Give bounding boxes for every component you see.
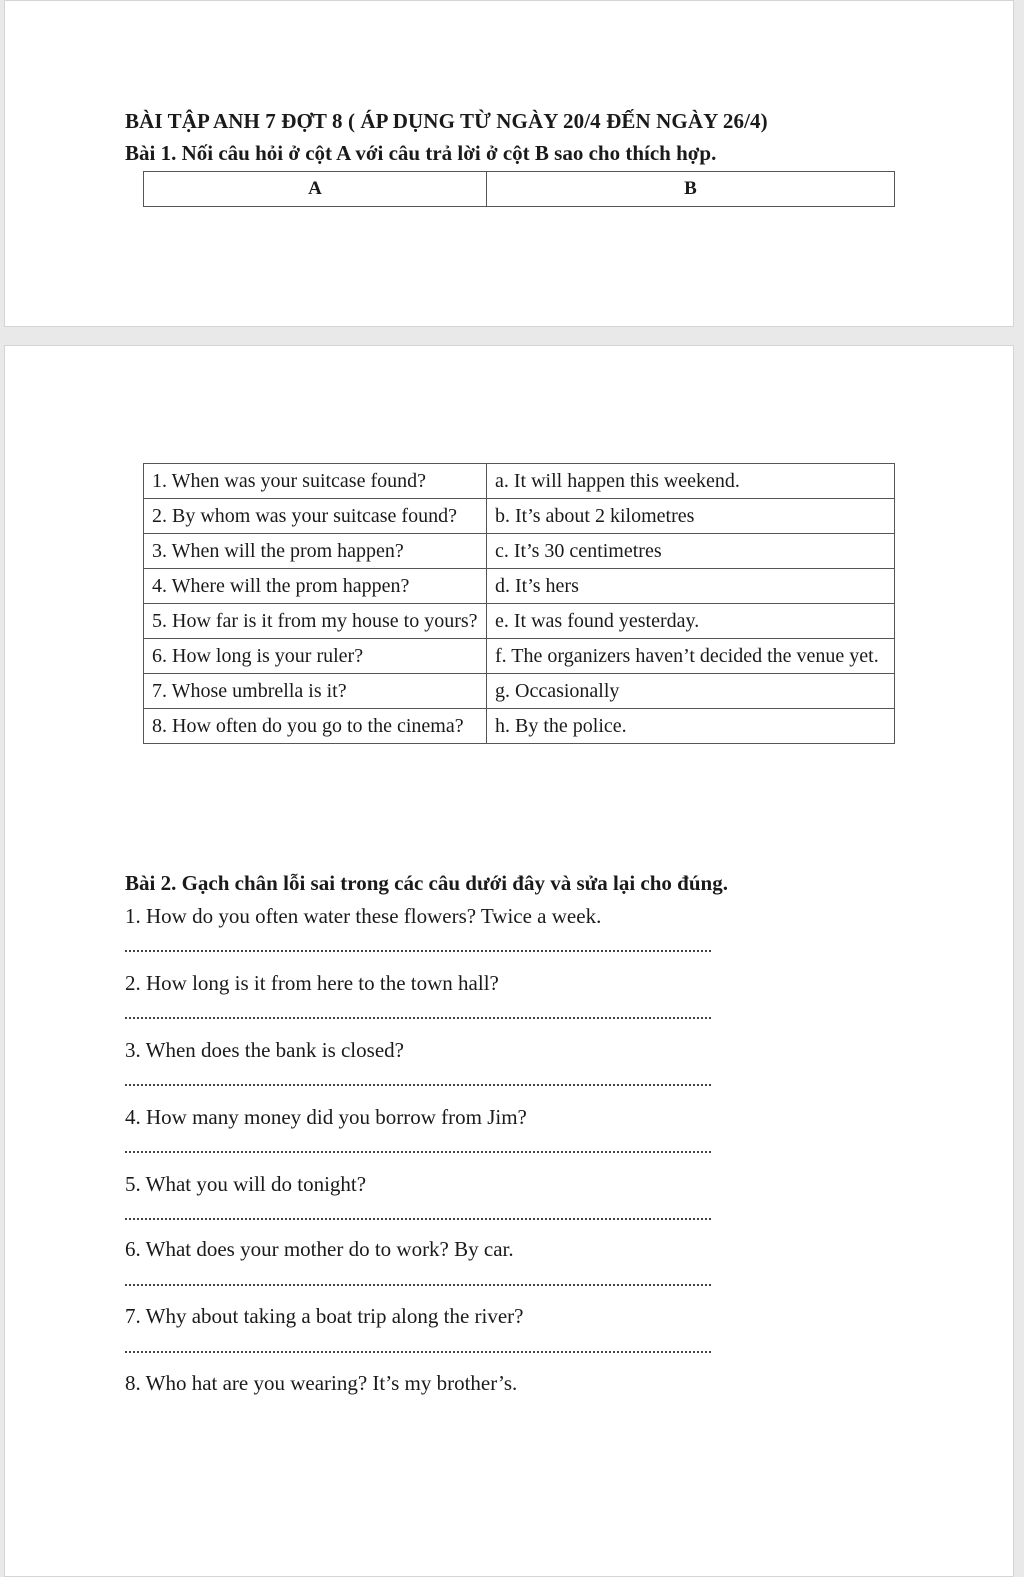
- answer-line[interactable]: [125, 1017, 711, 1019]
- exercise-1-title: Bài 1. Nối câu hỏi ở cột A với câu trả lời ở cột B sao cho thích hợp.: [125, 141, 717, 165]
- table-row: [144, 639, 895, 674]
- answer-cell: g. Occasionally: [487, 674, 895, 709]
- answer-cell: d. It’s hers: [487, 569, 895, 604]
- worksheet-title: BÀI TẬP ANH 7 ĐỢT 8 ( ÁP DỤNG TỪ NGÀY 20/4 ĐẾN NGÀY 26/4): [125, 109, 768, 133]
- exercise-2-question: 6. What does your mother do to work? By car.: [125, 1237, 514, 1261]
- answer-line[interactable]: [125, 1351, 711, 1353]
- exercise-2-question: 3. When does the bank is closed?: [125, 1038, 404, 1062]
- matching-table: [143, 463, 895, 744]
- exercise-2-question: 2. How long is it from here to the town hall?: [125, 971, 499, 995]
- question-cell: 1. When was your suitcase found?: [144, 464, 487, 499]
- answer-line[interactable]: [125, 1151, 711, 1153]
- answer-cell: f. The organizers haven’t decided the venue yet.: [487, 639, 895, 674]
- page-2: [4, 345, 1014, 1577]
- question-cell: 5. How far is it from my house to yours?: [144, 604, 487, 639]
- question-cell: 3. When will the prom happen?: [144, 534, 487, 569]
- answer-line[interactable]: [125, 1284, 711, 1286]
- question-cell: 4. Where will the prom happen?: [144, 569, 487, 604]
- column-a-header: A: [144, 172, 487, 207]
- exercise-2-question: 8. Who hat are you wearing? It’s my brother’s.: [125, 1371, 518, 1395]
- answer-line[interactable]: [125, 1084, 711, 1086]
- exercise-2-question: 4. How many money did you borrow from Jim?: [125, 1105, 527, 1129]
- answer-line[interactable]: [125, 1218, 711, 1220]
- answer-line[interactable]: [125, 950, 711, 952]
- exercise-2-question: 7. Why about taking a boat trip along the river?: [125, 1304, 524, 1328]
- table-row: [144, 709, 895, 744]
- question-cell: 6. How long is your ruler?: [144, 639, 487, 674]
- table-row: [144, 569, 895, 604]
- answer-cell: b. It’s about 2 kilometres: [487, 499, 895, 534]
- answer-cell: h. By the police.: [487, 709, 895, 744]
- answer-cell: e. It was found yesterday.: [487, 604, 895, 639]
- question-cell: 2. By whom was your suitcase found?: [144, 499, 487, 534]
- column-b-header: B: [487, 172, 895, 207]
- table-row: [144, 534, 895, 569]
- exercise-2-title: Bài 2. Gạch chân lỗi sai trong các câu dưới đây và sửa lại cho đúng.: [125, 871, 728, 895]
- table-row: [144, 464, 895, 499]
- exercise-2-question: 5. What you will do tonight?: [125, 1172, 367, 1196]
- page-1: [4, 0, 1014, 327]
- question-cell: 7. Whose umbrella is it?: [144, 674, 487, 709]
- exercise-2-question: 1. How do you often water these flowers? Twice a week.: [125, 904, 602, 928]
- table-row: [144, 499, 895, 534]
- table-row: [144, 604, 895, 639]
- answer-cell: c. It’s 30 centimetres: [487, 534, 895, 569]
- table-row: [144, 674, 895, 709]
- question-cell: 8. How often do you go to the cinema?: [144, 709, 487, 744]
- answer-cell: a. It will happen this weekend.: [487, 464, 895, 499]
- column-header-table: [143, 171, 895, 207]
